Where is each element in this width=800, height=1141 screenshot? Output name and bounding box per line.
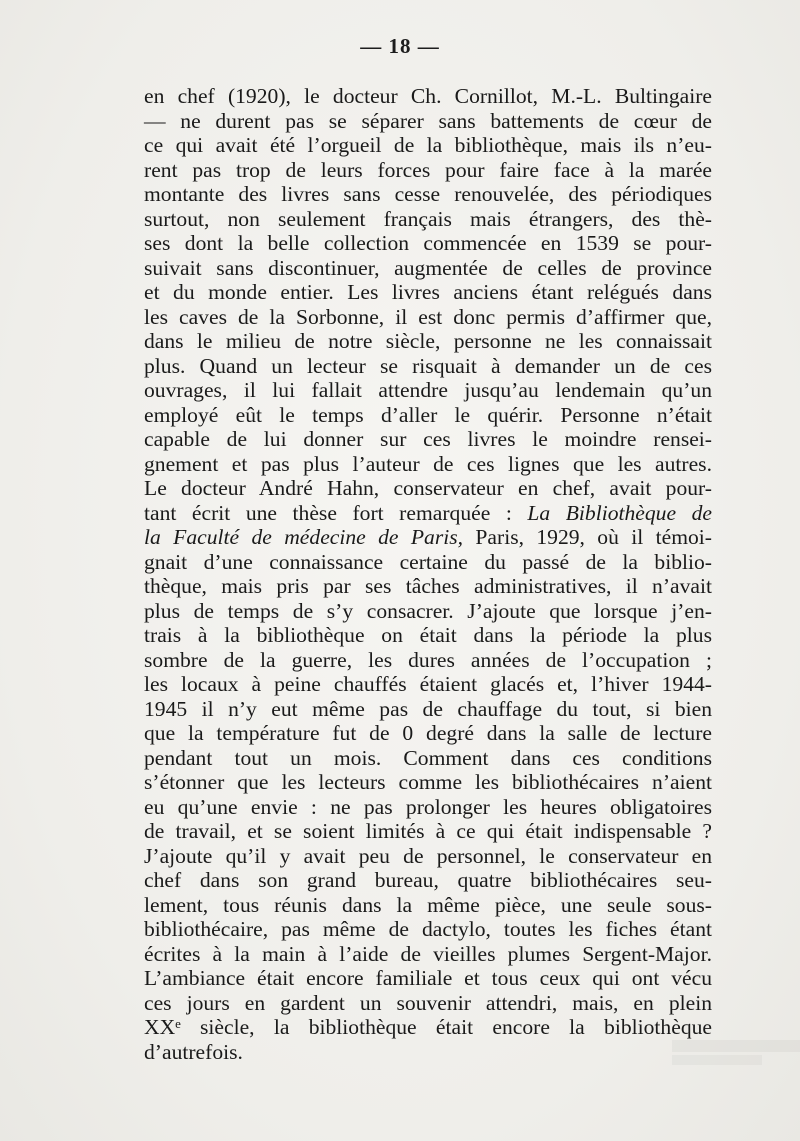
text-line: plus de temps de s’y consacrer. J’ajoute que lorsque j’en- [144,598,712,623]
text-line: bibliothécaire, pas même de dactylo, toutes les fiches étant [144,917,712,941]
text-line: en chef (1920), le docteur Ch. Cornillot, M.-L. Bultingaire [144,84,712,108]
text-line: dans le milieu de notre siècle, personne ne les connaissait [144,329,712,353]
text-fragment: tant écrit une thèse fort remarquée : [144,500,512,525]
text-line-with-title [144,525,712,550]
text-line: Le docteur André Hahn, conservateur en chef, avait pour- [144,476,712,500]
text-line: gnait d’une connaissance certaine du passé de la biblio- [144,549,712,574]
text-line: trais à la bibliothèque on était dans la période la plus [144,623,712,647]
book-title: La Bibliothèque de [527,500,712,525]
text-line: ouvrages, il lui fallait attendre jusqu’au lendemain qu’un [144,378,712,402]
text-line: d’autrefois. [144,1039,243,1064]
text-line: lement, tous réunis dans la même pièce, une seule sous- [144,892,712,917]
text-line: gnement et pas plus l’auteur de ces lignes que les autres. [144,451,712,476]
text-line: et du monde entier. Les livres anciens étant relégués dans [144,280,712,304]
text-line: écrites à la main à l’aide de vieilles plumes Sergent-Major. [144,941,712,966]
page-number: — 18 — [360,34,440,58]
text-line: eu qu’une envie : ne pas prolonger les heures obligatoires [144,794,712,819]
text-line: sombre de la guerre, les dures années de l’occupation ; [144,647,712,672]
text-line: XXᵉ siècle, la bibliothèque était encore la bibliothèque [144,1015,712,1039]
text-line: ce qui avait été l’orgueil de la bibliothèque, mais ils n’eu- [144,133,712,157]
text-line: montante des livres sans cesse renouvelée, des périodiques [144,182,712,206]
text-line: capable de lui donner sur ces livres le moindre rensei- [144,427,712,451]
text-line: thèque, mais pris par ses tâches administratives, il n’avait [144,574,712,598]
text-line: J’ajoute qu’il y avait peu de personnel, le conservateur en [144,843,712,868]
text-line: rent pas trop de leurs forces pour faire face à la marée [144,157,712,182]
text-line: plus. Quand un lecteur se risquait à demander un de ces [144,353,712,378]
text-line: L’ambiance était encore familiale et tous ceux qui ont vécu [144,966,712,990]
text-line: suivait sans discontinuer, augmentée de celles de province [144,255,712,280]
text-line: pendant tout un mois. Comment dans ces conditions [144,745,712,770]
text-line: les caves de la Sorbonne, il est donc permis d’affirmer que, [144,304,712,329]
text-line: employé eût le temps d’aller le quérir. Personne n’était [144,402,712,427]
text-line: de travail, et se soient limités à ce qui était indispensable ? [144,819,712,843]
text-line: ces jours en gardent un souvenir attendri, mais, en plein [144,990,712,1015]
text-line: que la température fut de 0 degré dans la salle de lecture [144,721,712,745]
text-line: 1945 il n’y eut même pas de chauffage du tout, si bien [144,696,712,721]
text-fragment: Paris, 1929, où il témoi- [463,525,712,549]
body-text [144,84,712,1064]
book-title-continued: la Faculté de médecine de Paris, [144,525,464,549]
text-line: chef dans son grand bureau, quatre bibliothécaires seu- [144,868,712,892]
text-line-with-title [144,501,712,526]
text-line: les locaux à peine chauffés étaient glacés et, l’hiver 1944- [144,672,712,696]
bleed-through-shadow [672,1040,800,1065]
text-line: s’étonner que les lecteurs comme les bibliothécaires n’aient [144,770,712,794]
text-line: ses dont la belle collection commencée en 1539 se pour- [144,231,712,255]
text-line: — ne durent pas se séparer sans battements de cœur de [144,108,712,133]
text-line: surtout, non seulement français mais étrangers, des thè- [144,206,712,231]
